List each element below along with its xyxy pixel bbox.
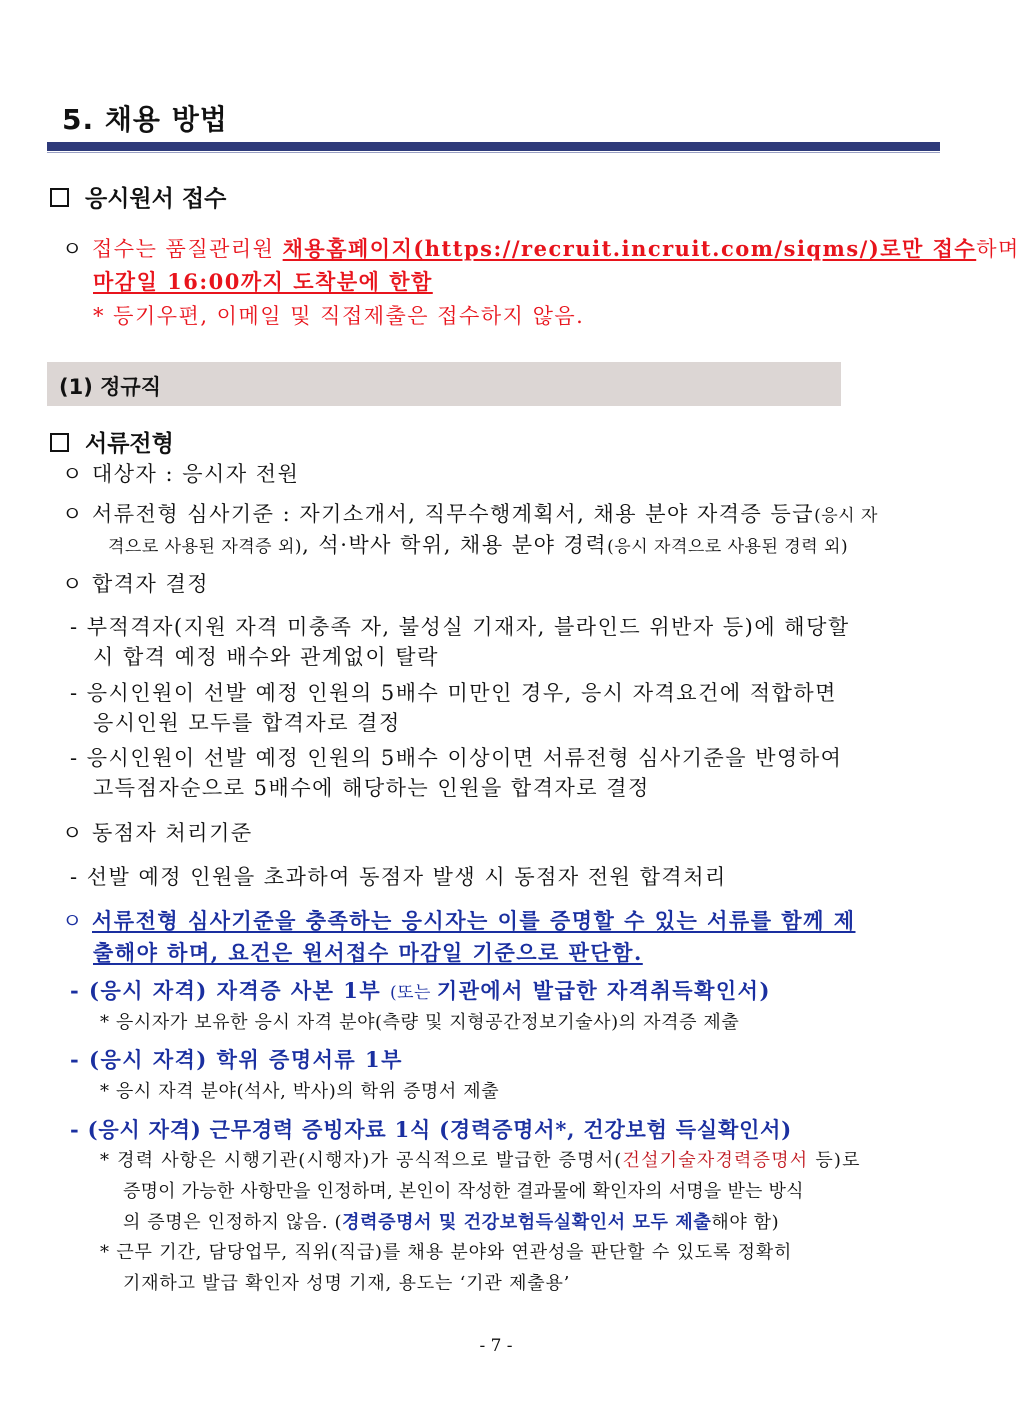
heading-rule	[47, 142, 940, 151]
pass-rule-3-line2: 고득점자순으로 5배수에 해당하는 인원을 합격자로 결정	[93, 776, 650, 800]
pass-rule-1-line1: - 부적격자(지원 자격 미충족 자, 불성실 기재자, 블라인드 위반자 등)에 해당할	[70, 615, 850, 639]
checkbox-square-icon	[50, 433, 69, 452]
docs-career-note1-line3: 의 증명은 인정하지 않음. (경력증명서 및 건강보험득실확인서 모두 제출해야 함)	[123, 1212, 780, 1233]
tie-rule-1: - 선발 예정 인원을 초과하여 동점자 발생 시 동점자 전원 합격처리	[70, 865, 727, 889]
screening-criteria-line1: ㅇ 서류전형 심사기준 : 자기소개서, 직무수행계획서, 채용 분야 자격증 등급(응시 자	[62, 502, 878, 526]
regular-band-label: (1) 정규직	[59, 375, 161, 399]
page-number: - 7 -	[479, 1336, 513, 1356]
screening-target: ㅇ 대상자 : 응시자 전원	[62, 462, 300, 486]
heading-rule-thin	[47, 152, 940, 153]
docs-career-note1-line2: 증명이 가능한 사항만을 인정하며, 본인이 작성한 결과물에 확인자의 서명을 받는 방식	[123, 1181, 804, 1202]
section-screening-title: 서류전형	[50, 425, 174, 458]
pass-rule-2-line1: - 응시인원이 선발 예정 인원의 5배수 미만인 경우, 응시 자격요건에 적합하면	[70, 681, 837, 705]
page-heading: 5. 채용 방법	[62, 103, 228, 136]
recruit-homepage-link[interactable]: 채용홈페이지(https://recruit.incruit.com/siqms/)로만 접수	[282, 236, 977, 261]
tie-title: ㅇ 동점자 처리기준	[62, 821, 253, 845]
checkbox-square-icon	[50, 188, 69, 207]
receipt-paragraph-line2: 마감일 16:00까지 도착분에 한함	[93, 269, 433, 294]
docs-cert-note: * 응시자가 보유한 응시 자격 분야(측량 및 지형공간정보기술사)의 자격증 제출	[100, 1012, 740, 1033]
pass-rule-3-line1: - 응시인원이 선발 예정 인원의 5배수 이상이면 서류전형 심사기준을 반영하여	[70, 746, 843, 770]
receipt-note: * 등기우편, 이메일 및 직접제출은 접수하지 않음.	[93, 304, 585, 328]
pass-rule-2-line2: 응시인원 모두를 합격자로 결정	[93, 711, 401, 735]
docs-career: - (응시 자격) 근무경력 증빙자료 1식 (경력증명서*, 건강보험 득실확인서)	[70, 1117, 792, 1142]
screening-criteria-line2: 격으로 사용된 자격증 외), 석·박사 학위, 채용 분야 경력(응시 자격으로 사용된 경력 외)	[108, 533, 849, 557]
docs-intro-line2: 출해야 하며, 요건은 원서접수 마감일 기준으로 판단함.	[93, 940, 643, 965]
docs-degree-note: * 응시 자격 분야(석사, 박사)의 학위 증명서 제출	[100, 1081, 500, 1102]
regular-band	[47, 362, 841, 406]
docs-career-note2-line2: 기재하고 발급 확인자 성명 기재, 용도는 ‘기관 제출용’	[123, 1273, 571, 1294]
section-receipt-title: 응시원서 접수	[50, 180, 226, 213]
receipt-paragraph-line1: ㅇ 접수는 품질관리원 채용홈페이지(https://recruit.incruit.com/siqms/)로만 접수하며	[62, 236, 1020, 261]
docs-career-note2-line1: * 근무 기간, 담당업무, 직위(직급)를 채용 분야와 연관성을 판단할 수 있도록 정확히	[100, 1242, 793, 1263]
docs-degree: - (응시 자격) 학위 증명서류 1부	[70, 1047, 403, 1072]
pass-title: ㅇ 합격자 결정	[62, 572, 210, 596]
pass-rule-1-line2: 시 합격 예정 배수와 관계없이 탈락	[93, 645, 439, 669]
docs-cert: - (응시 자격) 자격증 사본 1부 (또는 기관에서 발급한 자격취득확인서)	[70, 978, 771, 1003]
docs-intro-line1: ㅇ 서류전형 심사기준을 충족하는 응시자는 이를 증명할 수 있는 서류를 함께 제	[62, 908, 856, 933]
docs-career-note1-line1: * 경력 사항은 시행기관(시행자)가 공식적으로 발급한 증명서(건설기술자경력증명서 등)로	[100, 1150, 861, 1171]
